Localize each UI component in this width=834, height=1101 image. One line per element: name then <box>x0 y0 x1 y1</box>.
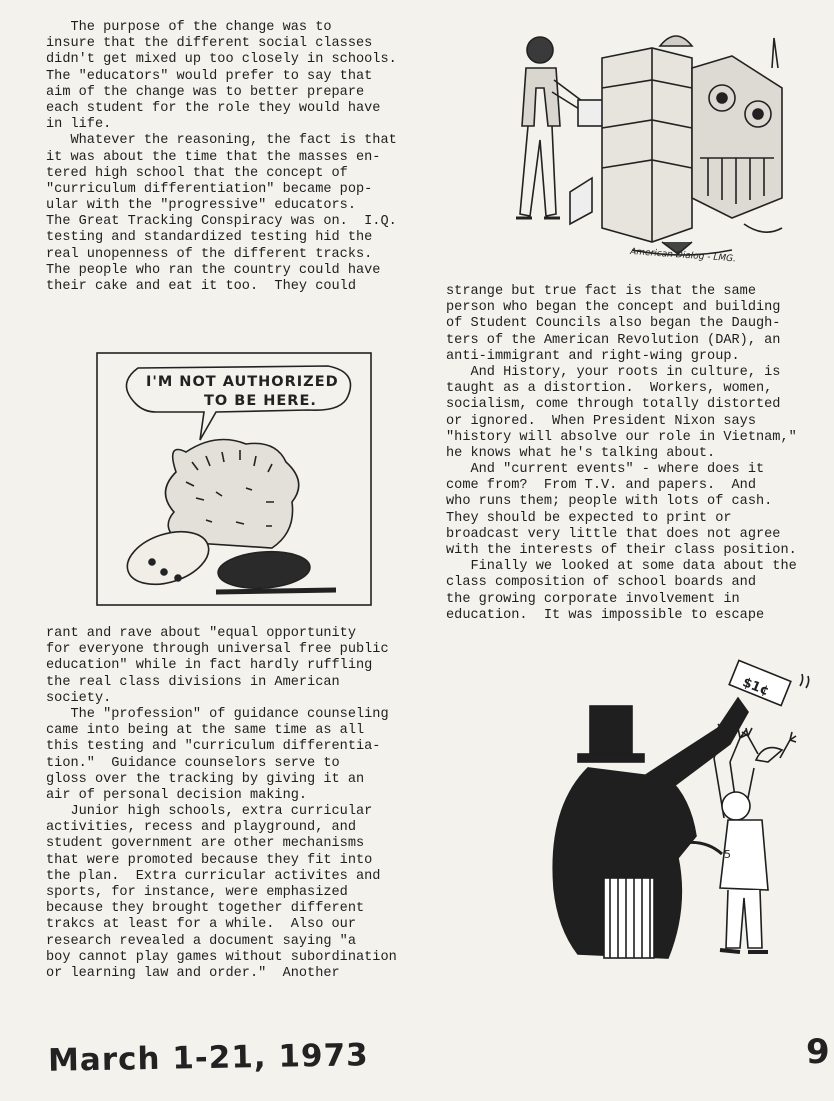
school-machine-cartoon <box>482 28 802 266</box>
text-line: society. <box>46 690 112 706</box>
text-line: tered high school that the concept of <box>46 165 348 181</box>
text-line: their cake and eat it too. They could <box>46 279 356 294</box>
text-line: The Great Tracking Conspiracy was on. I.Q. <box>46 214 397 230</box>
text-line: insure that the different social classes <box>46 36 373 52</box>
text-line: didn't get mixed up too closely in schools. <box>46 52 397 68</box>
text-line: the plan. Extra curricular activites and <box>46 868 381 884</box>
text-line: real unopenness of the different tracks. <box>46 246 373 262</box>
text-line: come from? From T.V. and papers. And <box>446 478 756 494</box>
text-line: "history will absolve our role in Vietnam," <box>446 429 797 445</box>
text-line: broadcast very little that does not agree <box>446 526 781 542</box>
dollar-bill-label: $1¢ <box>740 675 772 700</box>
text-line: class composition of school boards and <box>446 575 756 591</box>
text-line: he knows what he's talking about. <box>446 445 716 461</box>
text-line: aim of the change was to better prepare <box>46 84 365 100</box>
text-line: or ignored. When President Nixon says <box>446 413 756 429</box>
text-line: The people who ran the country could have <box>46 262 381 278</box>
cartoon-credit: American Dialog - LMG. <box>629 247 737 265</box>
shirt-number: 5 <box>724 848 731 861</box>
text-line: "curriculum differentiation" became pop- <box>46 181 373 197</box>
text-line: sports, for instance, were emphasized <box>46 885 348 900</box>
text-line: came into being at the same time as all <box>46 723 365 739</box>
text-line: trakcs at least for a while. Also our <box>46 917 356 933</box>
text-line: this testing and "curriculum differentia- <box>46 739 381 755</box>
page-number: 9 <box>806 1032 830 1072</box>
text-line: or learning law and order." Another <box>46 965 340 981</box>
text-line: student government are other mechanisms <box>46 836 365 852</box>
text-line: the growing corporate involvement in <box>446 591 740 607</box>
text-line: who runs them; people with lots of cash. <box>446 494 773 510</box>
issue-date: March 1-21, 1973 <box>47 1037 370 1079</box>
school-machine-drawing <box>482 28 802 266</box>
text-line: ters of the American Revolution (DAR), an <box>446 332 781 348</box>
speech-line-2: TO BE HERE. <box>204 393 317 409</box>
text-line: boy cannot play games without subordination <box>46 949 397 965</box>
text-line: And History, your roots in culture, is <box>446 364 781 380</box>
text-line: for everyone through universal free public <box>46 642 389 658</box>
text-line: it was about the time that the masses en- <box>46 149 381 165</box>
text-line: gloss over the tracking by giving it an <box>46 771 365 787</box>
text-line: Junior high schools, extra curricular <box>46 804 373 820</box>
not-authorized-cartoon <box>96 352 372 606</box>
text-line: education. It was impossible to escape <box>446 607 765 623</box>
text-line: person who began the concept and building <box>446 300 781 316</box>
text-line: testing and standardized testing hid the <box>46 230 373 246</box>
text-line: with the interests of their class position. <box>446 543 797 558</box>
text-line: that were promoted because they fit into <box>46 852 373 868</box>
text-line: in life. <box>46 117 112 133</box>
text-line: The "educators" would prefer to say that <box>46 68 373 84</box>
text-line: anti-immigrant and right-wing group. <box>446 348 740 364</box>
text-line: research revealed a document saying "a <box>46 933 356 949</box>
left-column-top <box>46 20 397 295</box>
right-column-text <box>446 284 797 624</box>
text-line: air of personal decision making. <box>46 787 308 803</box>
text-line: of Student Councils also began the Daugh- <box>446 316 781 332</box>
speech-line-1: I'M NOT AUTHORIZED <box>146 374 339 390</box>
text-line: ular with the "progressive" educators. <box>46 198 356 214</box>
not-authorized-drawing <box>96 352 372 606</box>
money-man-cartoon <box>518 658 824 980</box>
text-line: rant and rave about "equal opportunity <box>46 626 356 641</box>
text-line: Finally we looked at some data about the <box>446 559 797 575</box>
left-column-bottom <box>46 626 397 982</box>
text-line: tion." Guidance counselors serve to <box>46 755 340 771</box>
text-line: education" while in fact hardly ruffling <box>46 658 373 674</box>
text-line: They should be expected to print or <box>446 510 732 526</box>
text-line: The purpose of the change was to <box>46 20 332 35</box>
text-line: Whatever the reasoning, the fact is that <box>46 133 397 149</box>
text-line: activities, recess and playground, and <box>46 820 356 836</box>
text-line: each student for the role they would have <box>46 100 381 116</box>
text-line: The "profession" of guidance counseling <box>46 706 389 722</box>
text-line: taught as a distortion. Workers, women, <box>446 381 773 397</box>
text-line: the real class divisions in American <box>46 674 340 690</box>
text-line: strange but true fact is that the same <box>446 284 756 299</box>
text-line: And "current events" - where does it <box>446 462 765 478</box>
text-line: because they brought together different <box>46 901 365 917</box>
money-man-drawing <box>518 658 824 980</box>
text-line: socialism, come through totally distorted <box>446 397 781 413</box>
